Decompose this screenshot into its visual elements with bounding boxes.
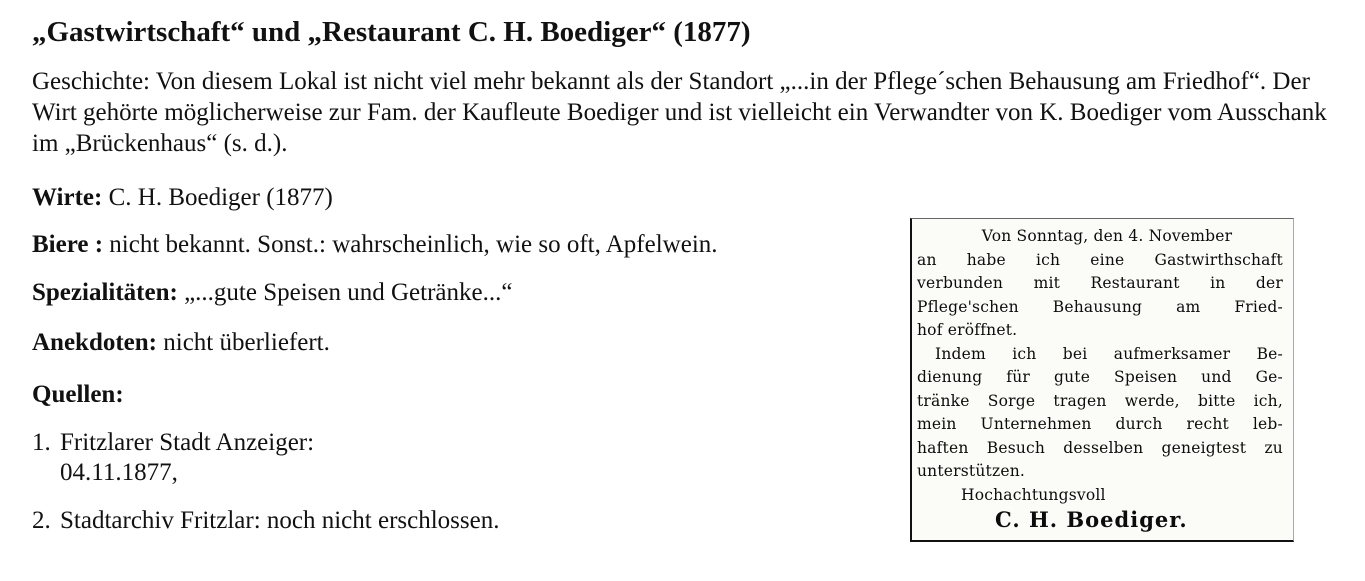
title-part2: „Restaurant C. H. Boediger“ (1877) bbox=[307, 16, 751, 48]
field-spezialitaeten bbox=[32, 278, 512, 308]
clipping-line: hof eröffnet. bbox=[917, 321, 1018, 339]
title-part1: „Gastwirtschaft“ bbox=[32, 16, 245, 48]
clipping-line: an habe ich eine Gastwirthschaft bbox=[917, 250, 1283, 269]
clipping-line: dienung für gute Speisen und Ge- bbox=[917, 368, 1283, 386]
source-number: 1. bbox=[32, 429, 51, 456]
clipping-signature: C. H. Boediger. bbox=[995, 507, 1188, 532]
field-label: Biere : bbox=[32, 231, 104, 258]
field-value: „...gute Speisen und Getränke...“ bbox=[177, 279, 513, 306]
clipping-line: Pflege'schen Behausung am Fried- bbox=[917, 297, 1283, 316]
source-line: 04.11.1877, bbox=[60, 459, 178, 486]
field-wirte bbox=[32, 183, 333, 213]
field-label: Anekdoten: bbox=[32, 329, 158, 356]
clipping-line: Von Sonntag, den 4. November bbox=[981, 227, 1233, 245]
field-label: Quellen: bbox=[32, 381, 124, 408]
field-value: nicht überliefert. bbox=[157, 329, 330, 356]
field-label: Wirte: bbox=[32, 184, 103, 211]
field-value: C. H. Boediger (1877) bbox=[102, 184, 333, 211]
source-line: Stadtarchiv Fritzlar: noch nicht erschlossen. bbox=[60, 507, 500, 534]
source-item-1 bbox=[32, 428, 314, 488]
clipping-line: Indem ich bei aufmerksamer Be- bbox=[935, 344, 1283, 363]
clipping-line: mein Unternehmen durch recht leb- bbox=[917, 415, 1283, 433]
clipping-line: haften Besuch desselben geneigtest zu bbox=[917, 438, 1283, 457]
clipping-salutation: Hochachtungsvoll bbox=[961, 485, 1106, 504]
history-paragraph: Geschichte: Von diesem Lokal ist nicht viel mehr bekannt als der Standort „...in der Pflege´schen Behausung am Friedhof“. Der Wirt gehörte möglicherweise zur Fam. der Kaufleute Boediger und ist vielleicht ein Verwandter von K. Boediger vom Ausschank im „Brückenhaus“ (s. d.). bbox=[32, 68, 1327, 157]
field-value: nicht bekannt. Sonst.: wahrscheinlich, wie so oft, Apfelwein. bbox=[103, 231, 718, 258]
newspaper-clipping bbox=[910, 218, 1294, 542]
field-biere bbox=[32, 230, 718, 260]
clipping-line: verbunden mit Restaurant in der bbox=[917, 274, 1283, 292]
source-item-2 bbox=[32, 506, 499, 536]
field-label: Spezialitäten: bbox=[32, 279, 178, 306]
field-quellen bbox=[32, 380, 124, 410]
clipping-line: tränke Sorge tragen werde, bitte ich, bbox=[917, 391, 1283, 410]
source-number: 2. bbox=[32, 507, 51, 534]
source-line: Fritzlarer Stadt Anzeiger: bbox=[60, 429, 315, 456]
page-title bbox=[32, 14, 751, 50]
field-anekdoten bbox=[32, 328, 330, 358]
clipping-line: unterstützen. bbox=[917, 462, 1026, 480]
title-connector: und bbox=[244, 16, 308, 48]
